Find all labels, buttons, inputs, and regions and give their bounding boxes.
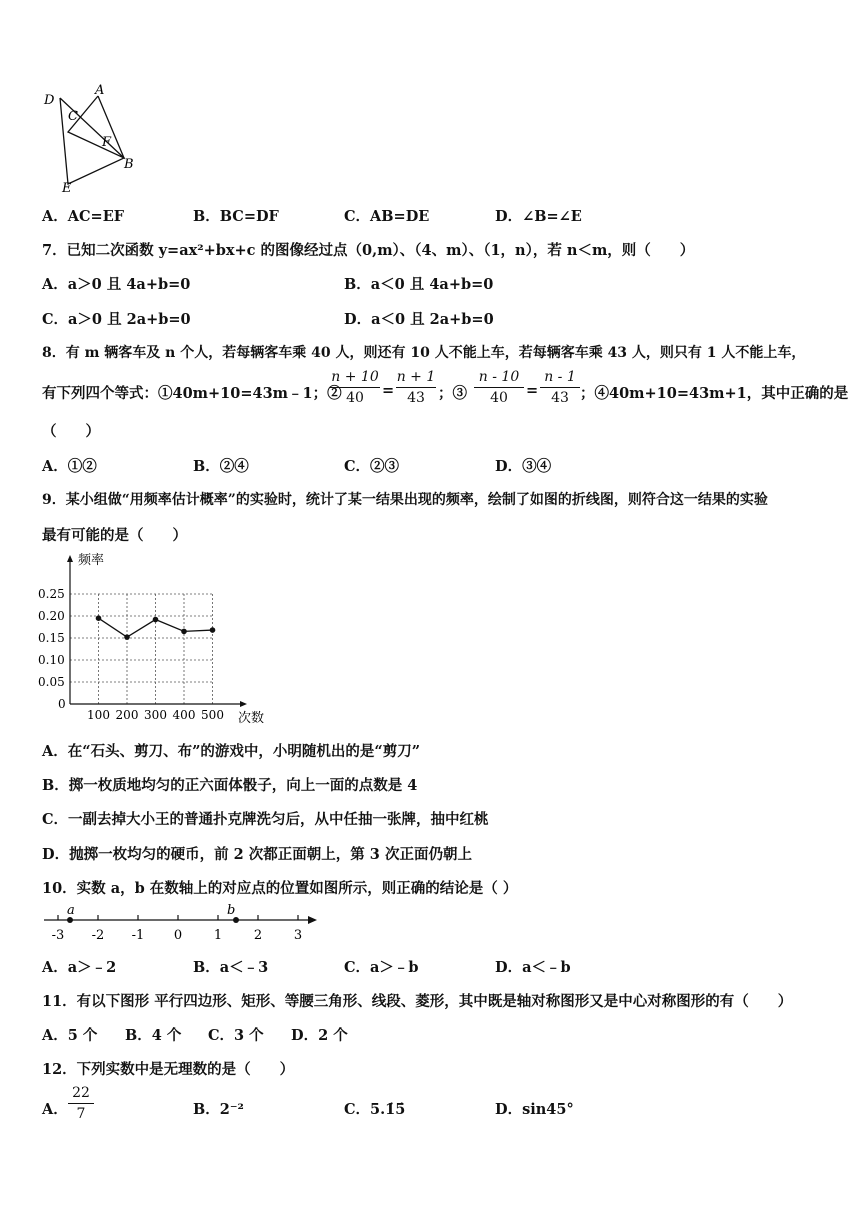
- q6-option-c[interactable]: C．AB=DE: [344, 208, 430, 225]
- q8-option-c[interactable]: C．②③: [344, 458, 400, 475]
- q8-stem-end: ；④40m+10=43m+1，其中正确的是: [580, 385, 849, 402]
- denominator: 43: [407, 390, 425, 406]
- denominator: 7: [76, 1106, 86, 1122]
- point-a-label: a: [67, 903, 75, 918]
- q8-eq3-left-fraction: [474, 369, 524, 406]
- q10-option-b[interactable]: B．a＜﹣3: [193, 959, 269, 976]
- x-tick-label: 300: [144, 708, 167, 722]
- q9-option-d[interactable]: D．抛掷一枚均匀的硬币，前 2 次都正面朝上，第 3 次正面仍朝上: [42, 846, 472, 863]
- q12-option-b[interactable]: B．2⁻²: [193, 1101, 244, 1118]
- q8-eq3-equals: =: [526, 382, 539, 399]
- data-point: [181, 629, 187, 635]
- q9-stem-line2: 最有可能的是（ ）: [42, 527, 187, 544]
- number-line-tick-label: -1: [131, 928, 145, 943]
- q12-option-d[interactable]: D．sin45°: [495, 1101, 574, 1118]
- number-line-arrow: [308, 916, 317, 924]
- data-point: [96, 615, 102, 621]
- q8-eq2-left-fraction: [330, 369, 380, 406]
- numerator: n - 10: [478, 369, 520, 385]
- q8-eq2-equals: =: [382, 382, 395, 399]
- numerator: n + 10: [331, 369, 379, 385]
- number-line-tick-label: 0: [173, 928, 183, 943]
- label-d: D: [44, 93, 55, 108]
- number-line-tick-label: 3: [293, 928, 303, 943]
- label-b: B: [124, 157, 134, 172]
- q12-option-c[interactable]: C．5.1̇5̇: [344, 1101, 406, 1118]
- q11-option-d[interactable]: D．2 个: [291, 1027, 348, 1044]
- x-axis-label: 次数: [238, 711, 265, 726]
- label-c: C: [68, 109, 78, 124]
- q10-option-d[interactable]: D．a＜﹣b: [495, 959, 571, 976]
- q8-stem-part-a: 有下列四个等式：①40m+10=43m﹣1；②: [42, 385, 342, 402]
- y-axis-arrow: [67, 555, 73, 562]
- q12-option-a-fraction[interactable]: [68, 1085, 94, 1122]
- number-line: [40, 900, 330, 946]
- q11-option-b[interactable]: B．4 个: [125, 1027, 182, 1044]
- y-tick-label: 0.15: [38, 631, 65, 645]
- q9-option-c[interactable]: C．一副去掉大小王的普通扑克牌洗匀后，从中任抽一张牌，抽中红桃: [42, 811, 489, 828]
- numerator: n + 1: [396, 369, 436, 385]
- q7-option-d[interactable]: D．a＜0 且 2a+b=0: [344, 311, 494, 328]
- x-tick-label: 400: [172, 708, 196, 722]
- data-point: [153, 617, 159, 623]
- denominator: 43: [551, 390, 569, 406]
- frequency-line-chart: [36, 548, 276, 726]
- number-line-tick-label: 2: [253, 928, 263, 943]
- label-f: F: [102, 135, 112, 150]
- q8-eq3-right-fraction: [540, 369, 580, 406]
- q10-stem: 10．实数 a，b 在数轴上的对应点的位置如图所示，则正确的结论是（ ）: [42, 880, 518, 897]
- q7-option-c[interactable]: C．a＞0 且 2a+b=0: [42, 311, 191, 328]
- y-tick-label: 0: [58, 697, 66, 711]
- y-tick-label: 0.05: [38, 675, 65, 689]
- q8-semicolon-3: ；③: [438, 385, 467, 402]
- data-point: [124, 634, 130, 640]
- numerator: n - 1: [544, 369, 576, 385]
- q8-eq2-right-fraction: [396, 369, 436, 406]
- q9-stem-line1: 9．某小组做“用频率估计概率”的实验时，统计了某一结果出现的频率，绘制了如图的折线图，则符合这一结果的实验: [42, 492, 768, 508]
- denominator: 40: [346, 390, 364, 406]
- y-tick-label: 0.10: [38, 653, 65, 667]
- q8-stem-line1: 8．有 m 辆客车及 n 个人，若每辆客车乘 40 人，则还有 10 人不能上车，若每辆客车乘 43 人，则只有 1 人不能上车，: [42, 345, 806, 361]
- number-line-tick-label: 1: [213, 928, 223, 943]
- geometry-figure: [40, 82, 150, 197]
- q8-paren: （ ）: [42, 423, 100, 440]
- q8-option-a[interactable]: A．①②: [42, 458, 97, 475]
- q12-stem: 12．下列实数中是无理数的是（ ）: [42, 1061, 295, 1078]
- point-b-label: b: [227, 903, 236, 918]
- q11-stem: 11．有以下图形 平行四边形、矩形、等腰三角形、线段、菱形，其中既是轴对称图形又是中心对称图形的有（ ）: [42, 993, 793, 1010]
- number-line-tick-label: -3: [51, 928, 65, 943]
- q8-option-b[interactable]: B．②④: [193, 458, 249, 475]
- q7-option-a[interactable]: A．a＞0 且 4a+b=0: [42, 276, 191, 293]
- q7-option-b[interactable]: B．a＜0 且 4a+b=0: [344, 276, 494, 293]
- label-e: E: [62, 181, 72, 196]
- q9-option-a[interactable]: A．在“石头、剪刀、布”的游戏中，小明随机出的是“剪刀”: [42, 743, 421, 760]
- q7-stem: 7．已知二次函数 y=ax²+bx+c 的图像经过点（0,m）、（4、m）、（1，n），若 n＜m，则（ ）: [42, 242, 695, 259]
- label-a: A: [95, 83, 105, 98]
- q11-option-c[interactable]: C．3 个: [208, 1027, 264, 1044]
- q11-option-a[interactable]: A．5 个: [42, 1027, 98, 1044]
- denominator: 40: [490, 390, 508, 406]
- x-tick-label: 500: [201, 708, 224, 722]
- y-axis-label: 频率: [78, 553, 105, 568]
- q6-option-a[interactable]: A．AC=EF: [42, 208, 125, 225]
- q6-option-b[interactable]: B．BC=DF: [193, 208, 279, 225]
- y-tick-label: 0.20: [38, 609, 65, 623]
- q8-option-d[interactable]: D．③④: [495, 458, 552, 475]
- numerator: 22: [72, 1085, 90, 1101]
- x-tick-label: 200: [115, 708, 139, 722]
- x-tick-label: 100: [87, 708, 110, 722]
- q12-option-a-label[interactable]: A．: [42, 1101, 68, 1118]
- q9-option-b[interactable]: B．掷一枚质地均匀的正六面体骰子，向上一面的点数是 4: [42, 777, 418, 794]
- y-tick-label: 0.25: [38, 587, 65, 601]
- number-line-tick-label: -2: [91, 928, 105, 943]
- q6-option-d[interactable]: D．∠B=∠E: [495, 208, 582, 225]
- x-axis-arrow: [240, 701, 247, 707]
- q10-option-a[interactable]: A．a＞﹣2: [42, 959, 117, 976]
- data-point: [210, 627, 216, 633]
- q10-option-c[interactable]: C．a＞﹣b: [344, 959, 419, 976]
